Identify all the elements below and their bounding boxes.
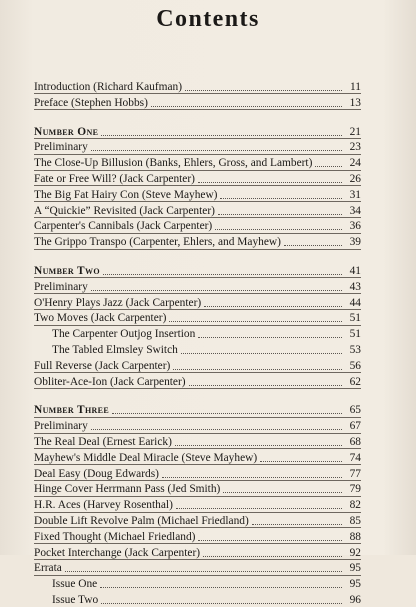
toc-entry [34,278,361,294]
toc-page-number: 92 [349,546,361,559]
toc-entry-title: Fate or Free Will? (Jack Carpenter) [34,173,195,185]
toc-entry [34,294,361,310]
dot-leader [181,353,342,354]
dot-leader [91,429,342,430]
toc-entry [34,496,361,512]
toc-section-heading [34,123,361,139]
toc-entry-title: O'Henry Plays Jazz (Jack Carpenter) [34,296,202,309]
toc-entry-title: H.R. Aces (Harvey Rosenthal) [34,499,173,512]
toc-entry-title: Fixed Thought (Michael Friedland) [34,530,196,543]
toc-entry-title: Introduction (Richard Kaufman) [34,81,183,93]
toc-page-number: 34 [349,204,361,217]
dot-leader [203,556,342,557]
toc-entry-title: The Grippo Transpo (Carpenter, Ehlers, and Mayhew) [34,236,281,249]
toc-page-number: 85 [349,515,361,527]
toc-entry-title: Number Two [34,265,100,277]
dot-leader [252,524,342,525]
dot-leader [101,135,342,136]
dot-leader [198,337,342,338]
toc-entry-title: Number Three [34,404,110,417]
toc-page-number: 41 [349,265,361,277]
dot-leader [198,540,342,541]
toc-page-number: 23 [349,141,361,154]
dot-leader [173,369,342,370]
toc-page-number: 21 [349,125,361,138]
toc-entry [34,449,361,465]
toc-entry [34,417,361,433]
toc-entry [34,138,361,154]
dot-leader [151,106,342,107]
toc-entry [34,559,361,575]
dot-leader [204,306,342,307]
dot-leader [100,587,342,588]
toc-entry [34,170,361,186]
divider-line [34,109,361,110]
toc-entry-title: Preliminary [34,420,88,433]
toc-entry [34,186,361,202]
toc-page-number: 79 [349,483,361,496]
toc-page-number: 31 [349,188,361,201]
toc-entry-title: Issue One [52,578,98,591]
toc-page-number: 13 [349,96,361,109]
dot-leader [185,90,342,91]
toc-page-number: 44 [349,296,361,309]
toc-entry [34,433,361,449]
toc-page-number: 53 [349,344,361,356]
toc-entry-title: Double Lift Revolve Palm (Michael Friedland) [34,515,249,527]
toc-subentry [52,341,361,357]
toc-page-number: 39 [349,236,361,249]
dot-leader [91,290,342,291]
divider-line [34,388,361,389]
toc-page-number: 88 [349,530,361,543]
toc-entry [34,233,361,249]
toc-page-number: 51 [349,312,361,325]
toc-entry-title: A “Quickie” Revisited (Jack Carpenter) [34,204,215,217]
dot-leader [218,214,342,215]
dot-leader [220,198,342,199]
toc-entry [34,78,361,94]
toc-entry [34,202,361,218]
toc-page-number: 11 [350,81,361,93]
toc-page-number: 82 [349,499,361,512]
dot-leader [112,413,342,414]
toc-entry-title: Full Reverse (Jack Carpenter) [34,359,171,372]
toc-section-heading [34,262,361,278]
dot-leader [65,571,342,572]
toc-page-number: 68 [349,436,361,448]
toc-entry [34,357,361,373]
dot-leader [101,603,342,604]
toc-page-number: 43 [349,280,361,293]
toc-entry [34,154,361,170]
toc-page-number: 56 [349,359,361,372]
toc-entry [34,373,361,389]
toc-entry [34,528,361,544]
dot-leader [260,461,342,462]
toc-entry-title: The Tabled Elmsley Switch [52,344,178,356]
toc-page-number: 95 [349,578,361,591]
toc-entry [34,512,361,528]
dot-leader [223,492,342,493]
toc-entry-title: Carpenter's Cannibals (Jack Carpenter) [34,220,213,233]
dot-leader [189,385,342,386]
toc-entry [34,480,361,496]
dot-leader [162,477,342,478]
toc-entry [34,217,361,233]
page-title: Contents [156,6,260,32]
dot-leader [198,182,342,183]
toc-page-number: 77 [349,467,361,480]
toc-entry-title: Pocket Interchange (Jack Carpenter) [34,546,201,559]
dot-leader [215,229,342,230]
toc-entry [34,94,361,110]
toc-entry-title: Preliminary [34,141,88,154]
toc-entry-title: Two Moves (Jack Carpenter) [34,312,167,325]
toc-entry-title: Deal Easy (Doug Edwards) [34,467,159,480]
toc-page-number: 62 [349,375,361,388]
toc-subentry [52,591,361,607]
toc-entry-title: Preliminary [34,280,88,293]
toc-page-number: 96 [349,594,361,606]
toc-entry-title: The Carpenter Outjog Insertion [52,328,196,341]
toc-page-number: 65 [349,404,361,417]
toc-entry-title: Number One [34,125,99,138]
toc-subentry [52,575,361,591]
toc-entry-title: Issue Two [52,594,99,606]
toc-entry [34,465,361,481]
toc-entry [34,544,361,560]
toc-entry-title: The Close-Up Billusion (Banks, Ehlers, Gross, and Lambert) [34,157,313,170]
dot-leader [315,166,342,167]
toc-entry [34,309,361,325]
toc-page-number: 74 [349,451,361,464]
toc-page-number: 24 [349,157,361,170]
divider-line [34,249,361,250]
toc-entry-title: Hinge Cover Herrmann Pass (Jed Smith) [34,483,221,496]
toc-section-heading [34,401,361,417]
dot-leader [103,274,342,275]
toc-entry-title: Errata [34,562,62,575]
toc-entry-title: Obliter-Ace-Ion (Jack Carpenter) [34,375,186,388]
toc-subentry [52,325,361,341]
dot-leader [175,445,342,446]
toc-entry-title: Mayhew's Middle Deal Miracle (Steve Mayhew) [34,451,258,464]
toc-entry-title: The Real Deal (Ernest Earick) [34,436,172,448]
toc-page-number: 26 [349,173,361,185]
toc-page-number: 67 [349,420,361,433]
dot-leader [176,508,342,509]
toc-page-number: 36 [349,220,361,233]
dot-leader [169,321,342,322]
toc-entry-title: The Big Fat Hairy Con (Steve Mayhew) [34,188,218,201]
dot-leader [284,245,342,246]
toc-page-number: 51 [349,328,361,341]
toc-page-number: 95 [349,562,361,575]
toc-entry-title: Preface (Stephen Hobbs) [34,96,148,109]
dot-leader [91,150,342,151]
